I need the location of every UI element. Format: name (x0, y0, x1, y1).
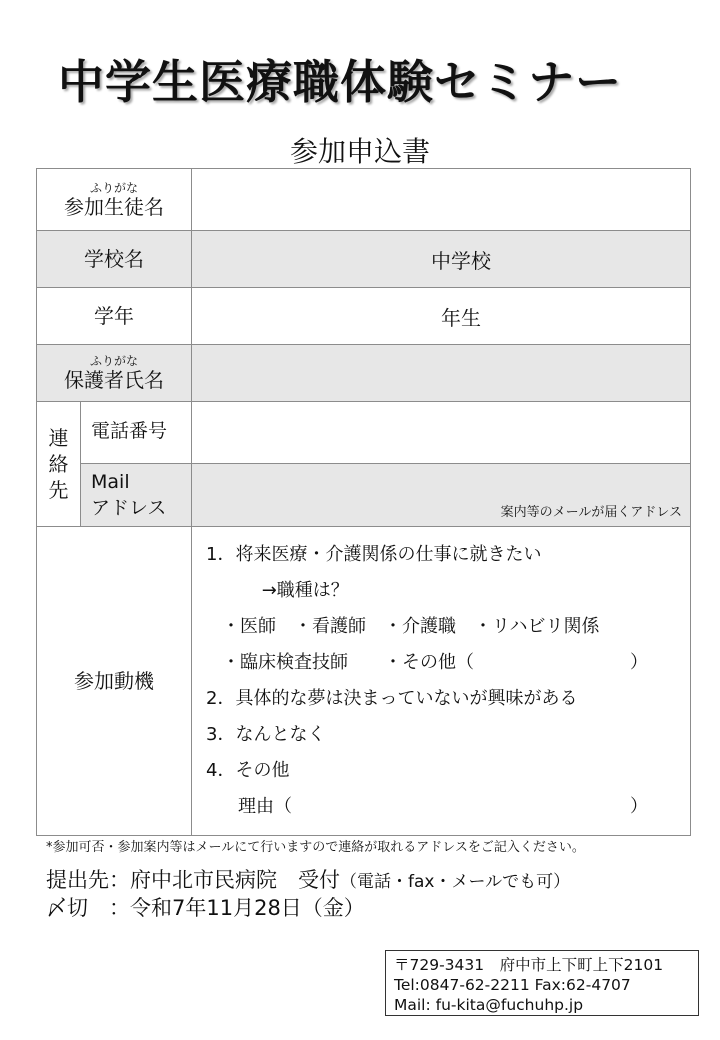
student-name-field[interactable] (192, 169, 691, 231)
motive-occupation-choices-2[interactable] (206, 645, 678, 681)
reason-close: ） (630, 796, 648, 817)
mail-note: 案内等のメールが届くアドレス (500, 505, 682, 520)
motive-option-1[interactable]: 1．将来医療・介護関係の仕事に就きたい (206, 544, 542, 565)
destination-text: 提出先：府中北市民病院 受付 (46, 868, 340, 892)
motive-option-4[interactable]: 4．その他 (206, 760, 290, 781)
motive-options (192, 527, 691, 836)
motive-other-text: ・臨床検査技師 ・その他（ (222, 652, 474, 673)
mail-label (81, 464, 192, 527)
phone-label: 電話番号 (81, 402, 192, 464)
contact-label (37, 402, 81, 527)
contact-char: 絡 (48, 452, 69, 476)
reason-label: 理由（ (238, 796, 292, 817)
motive-occupation-prompt: →職種は？ (238, 580, 349, 601)
contact-char: 先 (48, 478, 69, 502)
school-name-field[interactable] (192, 231, 691, 288)
mail-label-line1: Mail (91, 471, 130, 493)
contact-char: 連 (48, 426, 69, 450)
motive-option-3[interactable]: 3．なんとなく (206, 724, 326, 745)
footnote: *参加可否・参加案内等はメールにて行いますので連絡が取れるアドレスをご記入ください。 (46, 840, 585, 855)
deadline: 〆切 ：令和7年11月28日（金） (46, 896, 365, 920)
school-name-label: 学校名 (37, 231, 192, 288)
contact-address: 〒729-3431 府中市上下町上下2101 (394, 956, 664, 974)
contact-info-box (385, 950, 699, 1016)
phone-field[interactable] (192, 402, 691, 464)
grade-field[interactable] (192, 288, 691, 345)
grade-suffix: 年生 (441, 305, 481, 330)
mail-field[interactable] (192, 464, 691, 527)
submission-destination (46, 864, 570, 894)
mail-label-line2: アドレス (91, 497, 167, 519)
motive-occupation-choices[interactable]: ・医師 ・看護師 ・介護職 ・リハビリ関係 (222, 616, 600, 637)
page-title: 中学生医療職体験セミナー (58, 55, 622, 109)
guardian-name-field[interactable] (192, 345, 691, 402)
guardian-name-ruby: ふりがな (89, 354, 138, 368)
guardian-name-text: 保護者氏名 (64, 368, 164, 392)
motive-label: 参加動機 (37, 527, 192, 836)
motive-reason[interactable] (206, 789, 678, 825)
contact-email[interactable]: Mail: fu-kita@fuchuhp.jp (394, 996, 584, 1014)
form-subtitle: 参加申込書 (289, 135, 430, 168)
application-form-table (36, 168, 691, 836)
student-name-text: 参加生徒名 (64, 194, 164, 219)
destination-note: （電話・fax・メールでも可） (340, 872, 571, 892)
motive-option-2[interactable]: 2．具体的な夢は決まっていないが興味がある (206, 688, 578, 709)
contact-phone-fax: Tel:0847-62-2211 Fax:62-4707 (394, 976, 631, 994)
student-name-label (37, 169, 192, 231)
guardian-name-label (37, 345, 192, 402)
grade-label: 学年 (37, 288, 192, 345)
student-name-ruby: ふりがな (89, 180, 138, 195)
motive-other-close: ） (630, 652, 648, 673)
school-suffix: 中学校 (431, 248, 491, 273)
